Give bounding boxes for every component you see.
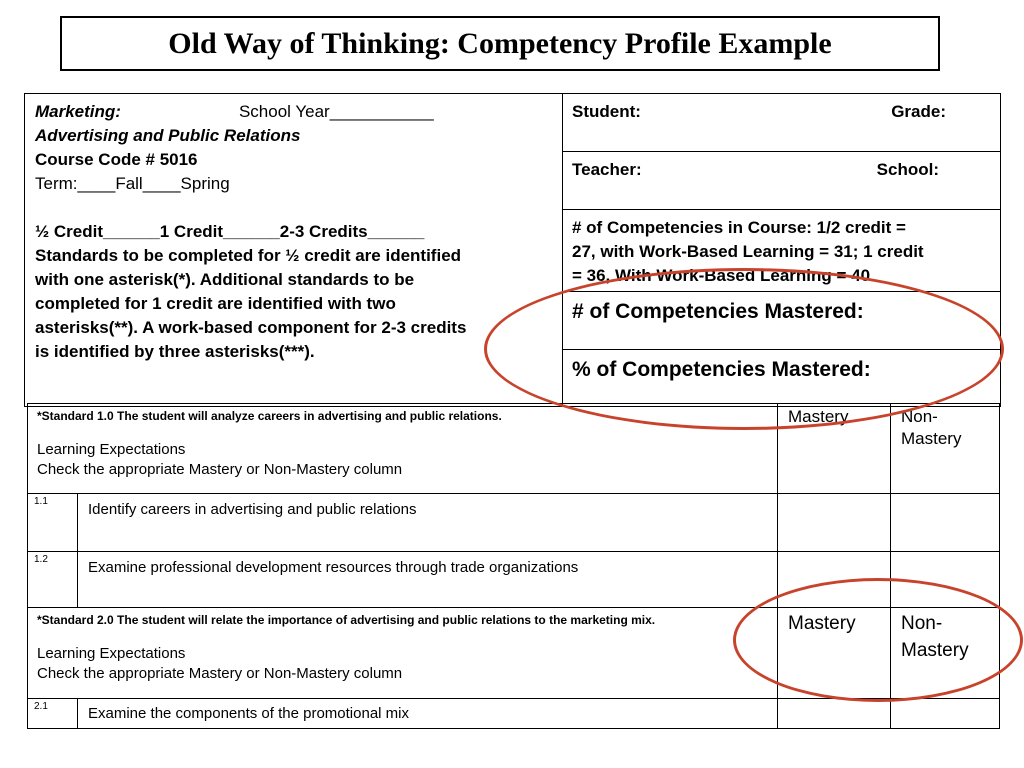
student-label: Student: (572, 102, 641, 121)
student-grade-cell (562, 93, 1001, 152)
competencies-mastered-label: # of Competencies Mastered: (572, 300, 864, 323)
teacher-label: Teacher: (572, 160, 642, 179)
school-label: School: (876, 160, 939, 179)
competencies-line: 27, with Work-Based Learning = 31; 1 credit (572, 242, 924, 261)
course-code: Course Code # 5016 (35, 150, 198, 169)
term-field: Term:____Fall____Spring (35, 174, 230, 193)
annotation-circle-mastery-columns (733, 578, 1023, 702)
competencies-line: # of Competencies in Course: 1/2 credit = (572, 218, 906, 237)
teacher-school-cell (562, 151, 1001, 210)
title-box (60, 16, 940, 71)
credit-note-line: with one asterisk(*). Additional standards to be (35, 270, 415, 289)
mastery-checkbox-cell[interactable] (777, 698, 891, 729)
standard-heading: *Standard 1.0 The student will analyze careers in advertising and public relations. (37, 409, 502, 423)
learning-expectations-instruction: Check the appropriate Mastery or Non-Mastery column (37, 461, 403, 478)
school-year-field: School Year___________ (238, 102, 434, 121)
credit-note-line: completed for 1 credit are identified with two (35, 294, 396, 313)
mastery-column-header: Mastery (777, 403, 891, 494)
annotation-circle-mastered (484, 268, 1004, 430)
mastery-checkbox-cell[interactable] (777, 493, 891, 552)
item-description: Examine the components of the promotional mix (77, 698, 778, 729)
learning-expectations-title: Learning Expectations (37, 645, 186, 662)
credit-note-line: asterisks(**). A work-based component for 2-3 credits (35, 318, 467, 337)
item-description: Examine professional development resources through trade organizations (77, 551, 778, 608)
non-mastery-checkbox-cell[interactable] (890, 698, 1000, 729)
standard-heading: *Standard 2.0 The student will relate the importance of advertising and public relations to the marketing mix. (37, 613, 656, 627)
program-name: Advertising and Public Relations (35, 126, 301, 145)
standard-2-heading-cell (27, 607, 778, 699)
pct-mastered-label: % of Competencies Mastered: (572, 358, 871, 381)
item-number: 1.1 (27, 493, 78, 552)
item-number: 2.1 (27, 698, 78, 729)
non-mastery-column-header: Non-Mastery (890, 403, 1000, 494)
credit-note-line: Standards to be completed for ½ credit are identified (35, 246, 462, 265)
credit-options: ½ Credit______1 Credit______2-3 Credits______ (35, 222, 425, 241)
non-mastery-checkbox-cell[interactable] (890, 493, 1000, 552)
page-title: Old Way of Thinking: Competency Profile Example (168, 26, 832, 60)
marketing-label: Marketing: (35, 102, 121, 121)
mastery-column-header: Mastery (777, 607, 891, 699)
non-mastery-column-header: Non-Mastery (890, 607, 1000, 699)
credit-note-line: is identified by three asterisks(***). (35, 342, 315, 361)
item-number: 1.2 (27, 551, 78, 608)
learning-expectations-instruction: Check the appropriate Mastery or Non-Mastery column (37, 665, 403, 682)
grade-label: Grade: (891, 102, 946, 121)
course-info-cell (24, 93, 563, 407)
item-description: Identify careers in advertising and public relations (77, 493, 778, 552)
competencies-line: = 36, With Work-Based Learning = 40 (572, 266, 871, 285)
learning-expectations-title: Learning Expectations (37, 441, 186, 458)
